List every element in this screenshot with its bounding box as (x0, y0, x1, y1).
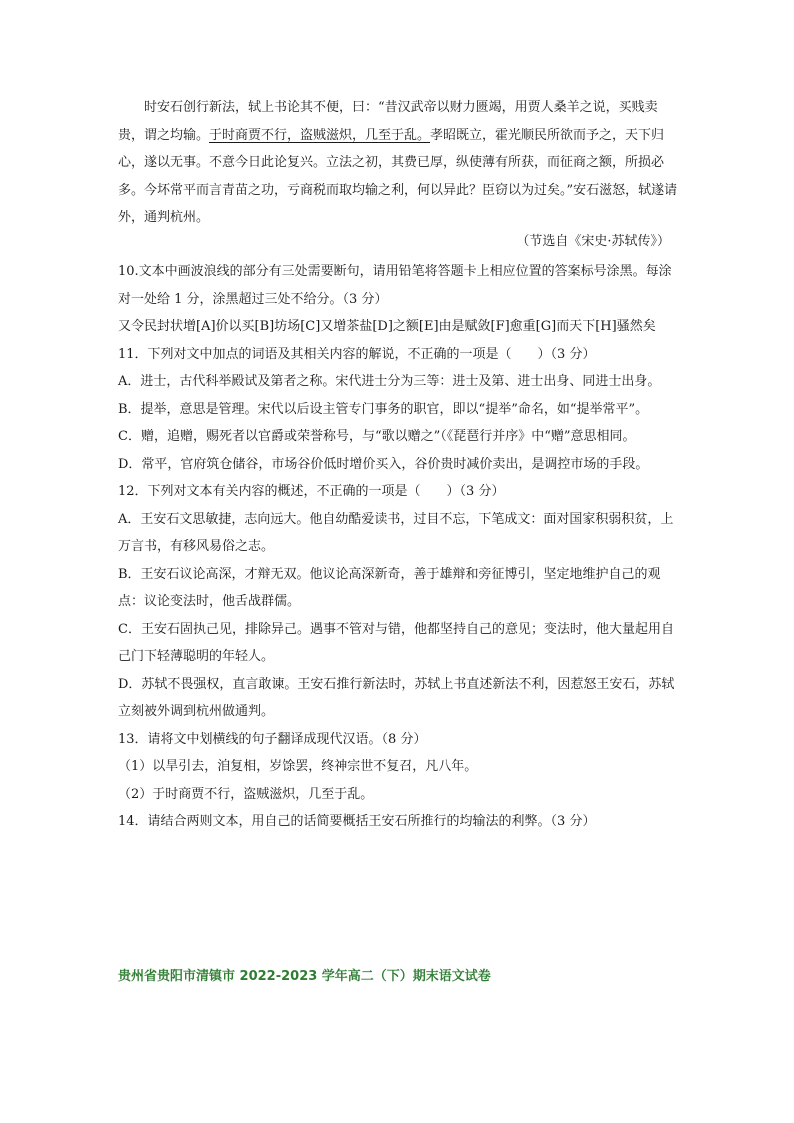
question-12-option-c: C．王安石固执己见，排除异己。遇事不管对与错，他都坚持自己的意见；变法时，他大量起用自己门下轻薄聪明的年轻人。 (118, 621, 674, 664)
passage-text-after: 孝昭既立，霍光顺民所欲而予之，天下归心，遂以无事。不意今日此论复兴。立法之初，其费已厚，纵使薄有所获，而征商之额，所损必多。今坏常平而言青苗之功，亏商税而取均输之利，何以异此？臣窃以为过矣。”安石滋怒，轼遂请外，通判杭州。 (118, 127, 678, 225)
passage (118, 94, 680, 232)
question-14: 14．请结合两则文本，用自己的话简要概括王安石所推行的均输法的利弊。（3 分） (118, 814, 596, 829)
question-12-option-b: B．王安石议论高深，才辩无双。他议论高深新奇，善于雄辩和旁征博引，坚定地维护自己的观点：议论变法时，他舌战群儒。 (118, 566, 661, 609)
question-11: 11．下列对文中加点的词语及其相关内容的解说，不正确的一项是（ ）（3 分） (118, 346, 596, 362)
exam-title-footer: 贵州省贵阳市清镇市 2022-2023 学年高二（下）期末语文试卷 (118, 969, 491, 984)
question-11-option-b: B．提举，意思是管理。宋代以后设主管专门事务的职官，即以“提举”命名，如“提举常平”。 (118, 401, 649, 417)
question-11-option-c: C．赠，追赠，赐死者以官爵或荣誉称号，与“歌以赠之”（《琵琶行并序》中“赠”意思相同。 (118, 429, 636, 444)
question-12-option-a: A．王安石文思敏捷，志向远大。他自幼酷爱读书，过目不忘，下笔成文：面对国家积弱积贫，上万言书，有移风易俗之志。 (118, 511, 674, 554)
question-13: 13．请将文中划横线的句子翻译成现代汉语。（8 分） (118, 731, 427, 747)
question-12-option-d: D．苏轼不畏强权，直言敢谏。王安石推行新法时，苏轼上书直述新法不利，因惹怒王安石，苏轼立刻被外调到杭州做通判。 (118, 676, 675, 719)
underlined-sentence: 于时商贾不行，盗贼滋炽，几至于乱。 (209, 127, 431, 143)
passage-text-before: 时安石创行新法，轼上书论其不便，曰：“昔汉武帝以财力匮竭，用贾人桑羊之说，买贱卖贵，谓之均输。 (118, 100, 658, 143)
questions-section (118, 258, 680, 836)
question-11-option-a: A．进士，古代科举殿试及第者之称。宋代进士分为三等：进士及第、进士出身、同进士出身。 (118, 374, 661, 389)
question-11-option-d: D．常平，官府筑仓储谷，市场谷价低时增价买入，谷价贵时减价卖出，是调控市场的手段。 (118, 456, 649, 472)
question-10: 10.文本中画波浪线的部分有三处需要断句，请用铅笔将答题卡上相应位置的答案标号涂黑。每涂对一处给 1 分，涂黑超过三处不给分。（3 分） (118, 264, 672, 307)
question-13-item-2: （2）于时商贾不行，盗贼滋炽，几至于乱。 (118, 786, 374, 802)
question-13-item-1: （1）以旱引去，洎复相，岁馀罢，终神宗世不复召，凡八年。 (118, 759, 478, 774)
question-12: 12．下列对文本有关内容的概述，不正确的一项是（ ）（3 分） (118, 484, 505, 499)
question-10-text: 又令民封状增[A]价以买[B]坊场[C]又增茶盐[D]之额[E]由是赋敛[F]愈重[G]而天下[H]骚然矣 (118, 319, 656, 334)
passage-source: （节选自《宋史·苏轼传》） (516, 234, 670, 249)
